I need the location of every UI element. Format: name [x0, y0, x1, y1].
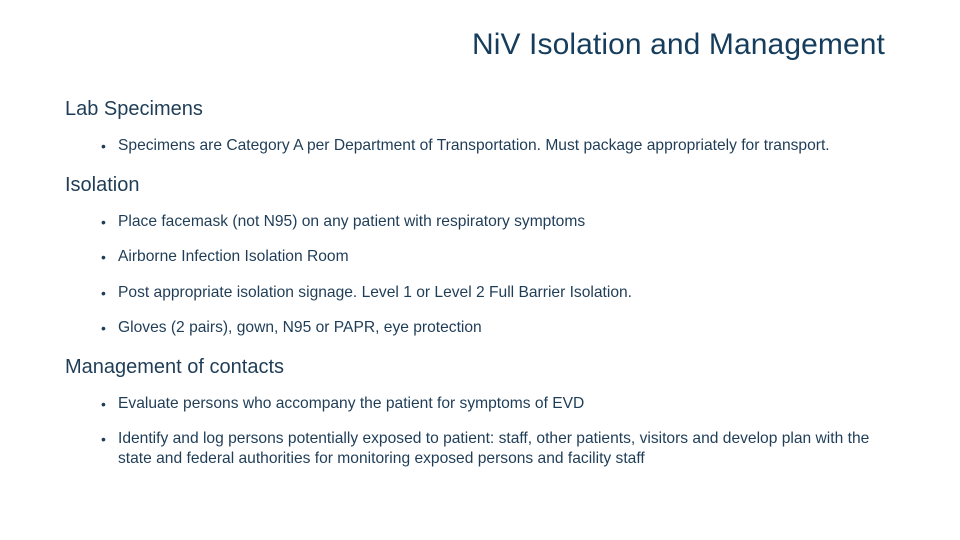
- bullet-text: Identify and log persons potentially exposed to patient: staff, other patients, visitors and develop plan with the state and federal authorities for monitoring exposed persons and facility staff: [118, 430, 870, 467]
- bullet-text: Place facemask (not N95) on any patient with respiratory symptoms: [118, 212, 586, 230]
- bullet-item: [65, 318, 885, 338]
- bullet-text: Post appropriate isolation signage. Level 1 or Level 2 Full Barrier Isolation.: [118, 283, 633, 301]
- bullet-item: [65, 283, 885, 303]
- slide-title: NiV Isolation and Management: [471, 28, 885, 61]
- bullet-text: Specimens are Category A per Department of Transportation. Must package appropriately for transport.: [118, 137, 830, 154]
- bullet-list: [65, 212, 885, 339]
- bullet-item: [65, 136, 885, 156]
- bullet-item: [65, 212, 885, 232]
- bullet-dot-icon: •: [101, 138, 106, 154]
- bullet-dot-icon: •: [101, 320, 106, 336]
- section-heading: Management of contacts: [65, 355, 285, 378]
- bullet-dot-icon: •: [101, 431, 106, 447]
- section-management-of-contacts: [65, 354, 885, 470]
- bullet-item: [65, 429, 885, 469]
- bullet-text: Airborne Infection Isolation Room: [118, 248, 349, 265]
- bullet-text: Evaluate persons who accompany the patient for symptoms of EVD: [118, 394, 585, 412]
- bullet-dot-icon: •: [101, 249, 106, 265]
- section-isolation: [65, 172, 885, 339]
- bullet-list: [65, 394, 885, 470]
- slide-content: [65, 96, 885, 485]
- bullet-dot-icon: •: [101, 213, 106, 230]
- bullet-dot-icon: •: [101, 395, 106, 412]
- section-heading: Isolation: [65, 173, 140, 196]
- bullet-dot-icon: •: [101, 284, 106, 301]
- section-heading: Lab Specimens: [65, 98, 203, 120]
- bullet-text: Gloves (2 pairs), gown, N95 or PAPR, eye protection: [118, 319, 482, 336]
- bullet-item: [65, 247, 885, 267]
- bullet-item: [65, 394, 885, 414]
- bullet-list: [65, 136, 885, 156]
- section-lab-specimens: [65, 96, 885, 156]
